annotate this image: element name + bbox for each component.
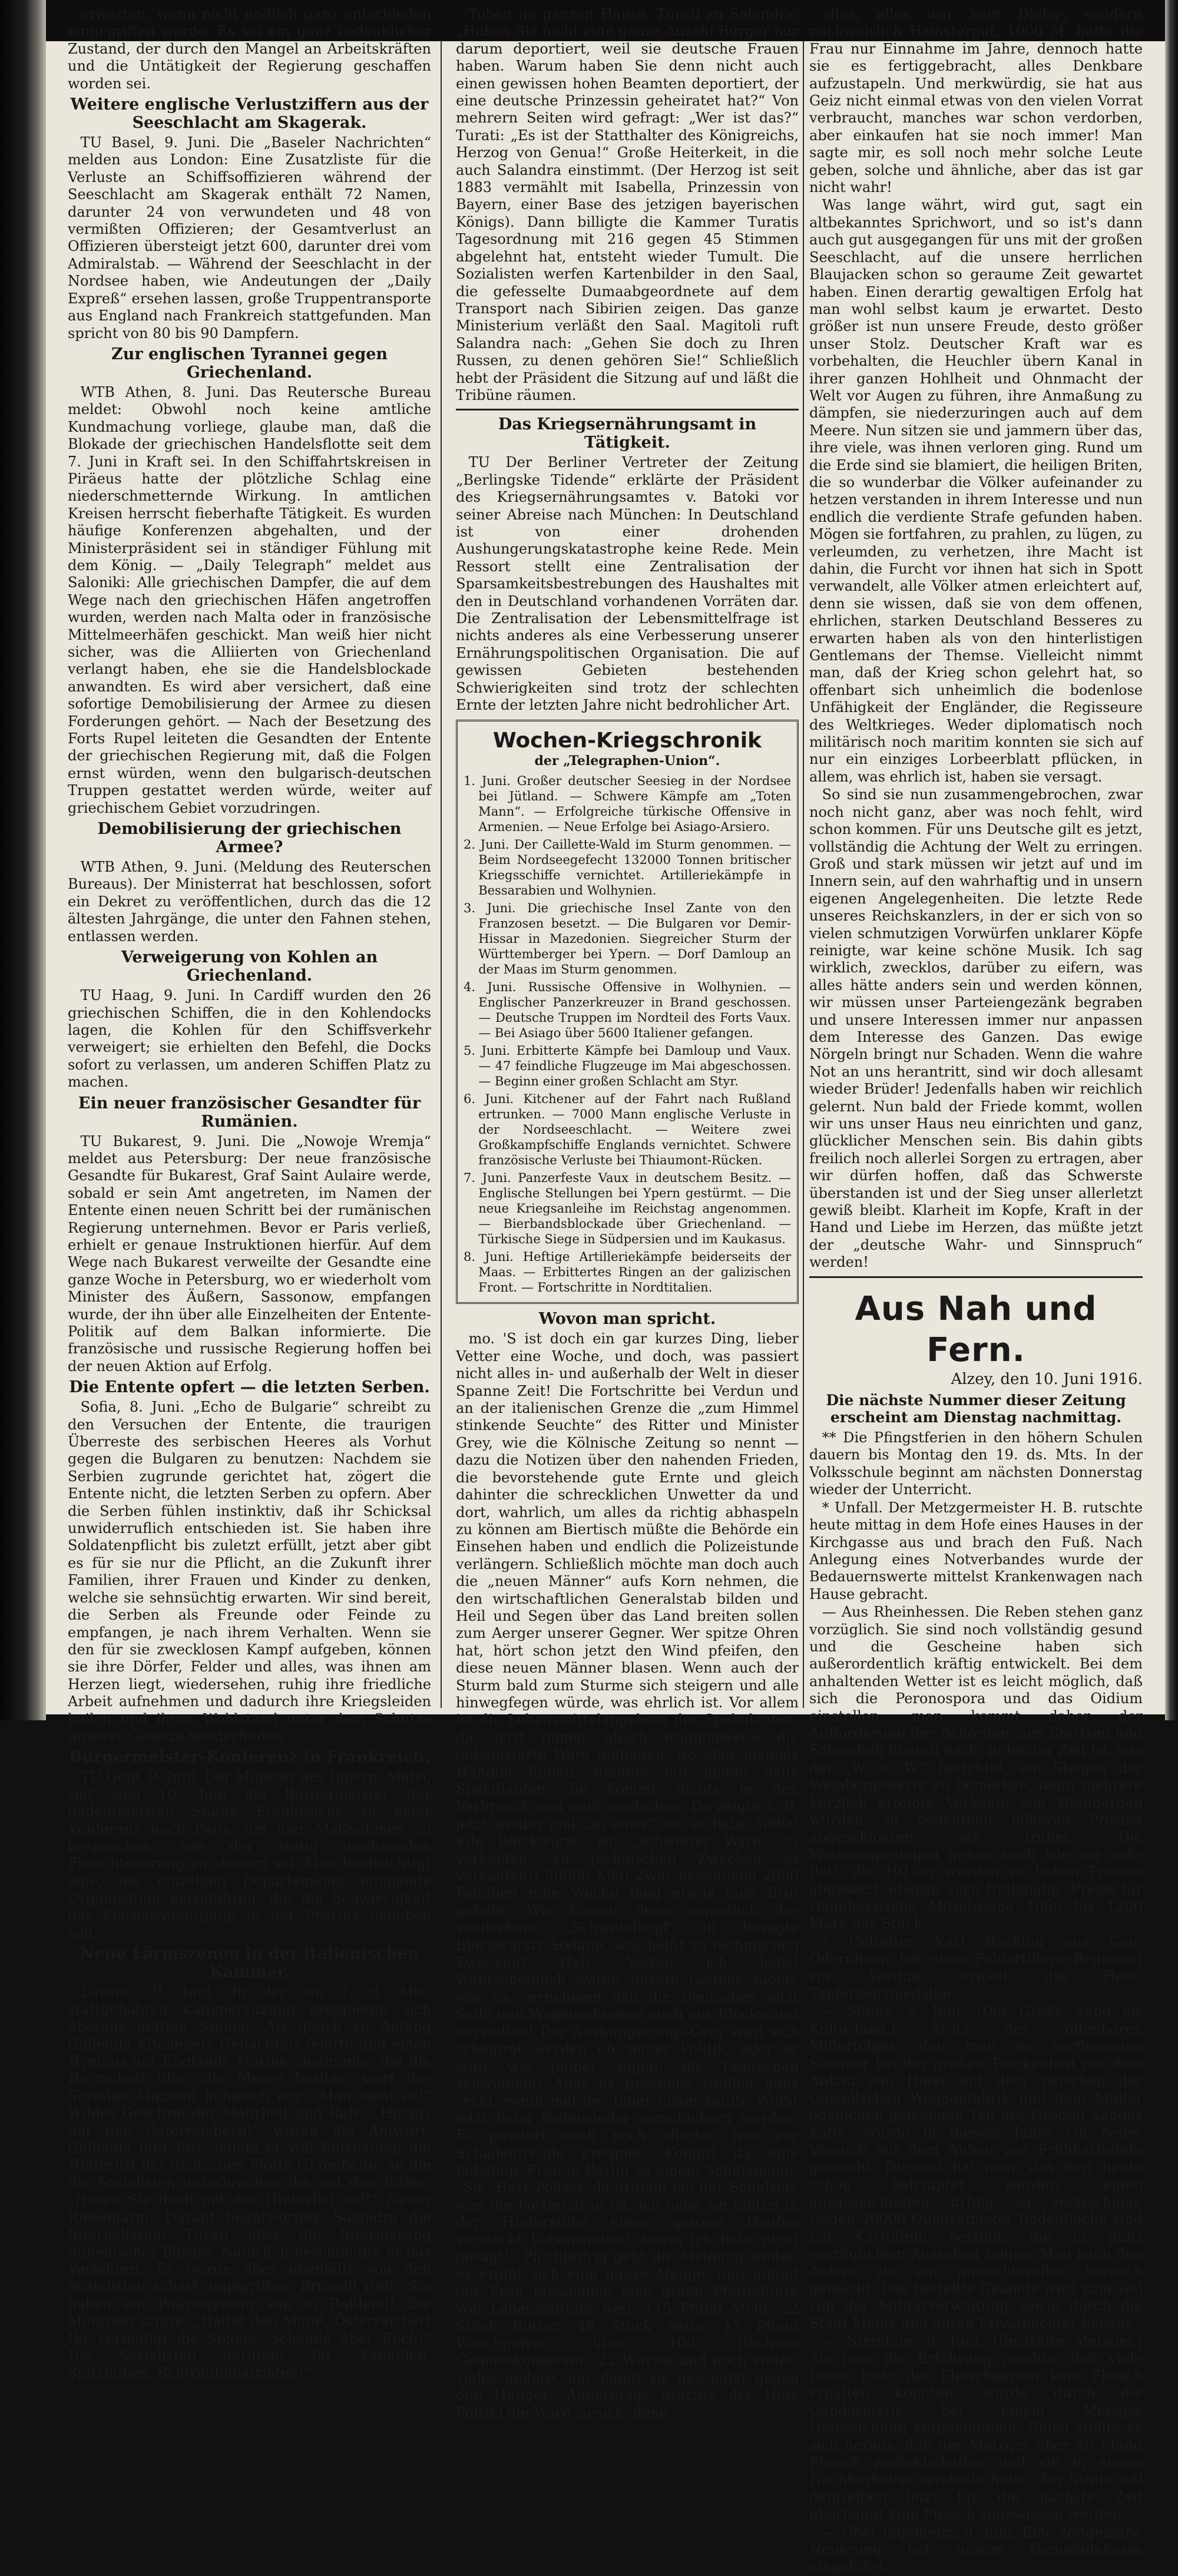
section-title: Aus Nah und Fern. [855,1289,1097,1369]
war-chronicle-box [456,720,799,1304]
article-headline: Weitere englische Verlustziffern aus der Seeschlacht am Skagerak. [70,95,429,133]
article-continuation: Toben im ganzen Hause. Turati zu Salandra: „Haben Sie nicht eine ganze Anzahl Bürger nur darum deportiert, weil sie deutsche Frauen haben. Warum haben Sie denn nicht auch einen gewissen hohen Beamten deportiert, der eine deutsche Prinzessin geheiratet hat?“ Von mehrern Seiten wird gefragt: „Wer ist das?“ Turati: „Es ist der Statthalter des Königreichs, Herzog von Genua!“ Große Heiterkeit, in die auch Salandra einstimmt. (Der Herzog ist seit 1883 vermählt mit Isabella, Prinzessin von Bayern, einer Base des jetzigen bayerischen Königs). Dann billigte die Kammer Turatis Tagesordnung mit 216 gegen 45 Stimmen abgelehnt hat, entsteht wieder Tumult. Die Sozialisten werfen Kartenbilder in den Saal, die gefesselte Dumaabgeordnete auf dem Transport nach Sibirien zeigen. Das ganze Ministerium verläßt den Saal. Magitoli ruft Salandra nach: „Gehen Sie doch zu Ihren Russen, zu denen gehören Sie!“ Schließlich hebt der Präsident die Sitzung auf und läßt die Tribüne räumen. [456,6,799,403]
article-body: TU Der Berliner Vertreter der Zeitung „Berlingske Tidende“ erklärte der Präsident des Kriegsernährungsamtes v. Batoki vor seiner Abreise nach München: In Deutschland ist von einer drohenden Aushungerungskatastrophe keine Rede. Mein Ressort stellt eine Zentralisation der Sparsamkeitsbestrebungen des Haushaltes mit den in Deutschland vorhandenen Vorräten dar. Die Zentralisation der Lebensmittelfrage ist nichts anderes als eine Verbesserung unserer Ernährungspolitischen Organisation. Die auf gewissen Gebieten bestehenden Schwierigkeiten sind trotz der schlechten Ernte der letzten Jahre nicht bedrohlicher Art. [456,454,799,714]
chronicle-entry: 2. Juni. Der Caillette-Wald im Sturm genommen. — Beim Nordseegefecht 132000 Tonnen britischer Kriegsschiffe vernichtet. Artilleriekämpfe in Bessarabien und Wolhynien. [464,837,791,898]
chronicle-entry: 6. Juni. Kitchener auf der Fahrt nach Rußland ertrunken. — 7000 Mann englische Verluste in der Nordseeschlacht. — Weitere zwei Großkampfschiffe Englands vernichtet. Schwere französische Verluste bei Thiaumont-Rücken. [464,1092,791,1168]
chronicle-entry: 3. Juni. Die griechische Insel Zante von den Franzosen besetzt. — Die Bulgaren vor Demir-Hissar in Mazedonien. Siegreicher Sturm der Württemberger bei Ypern. — Dorf Damloup an der Maas im Sturm genommen. [464,901,791,977]
article-body: TU Basel, 9. Juni. Die „Baseler Nachrichten“ melden aus London: Eine Zusatzliste für die Verluste an Schiffsoffizieren während der Seeschlacht am Skagerak enthält 72 Namen, darunter 24 von verwundeten und 48 von vermißten Offizieren; der Gesamtverlust an Offizieren übersteigt jetzt 600, darunter drei vom Admiralstab. — Während der Seeschlacht in der Nordsee haben, wie Andeutungen der „Daily Expreß“ ersehen lassen, große Truppentransporte aus England nach Frankreich stattgefunden. Man spricht von 80 bis 90 Dampfern. [68,134,431,342]
article-headline: Neue Lärmszenen in der italienischen Kammer. [80,1945,419,1982]
separator [809,1276,1143,1278]
article-continuation: erwarten, wenn nicht endlich ganz entschieden eingegriffen werde. Es sei ein ganz bedenklicher Zustand, der durch den Mangel an Arbeitskräften und die Untätigkeit der Regierung geschaffen worden sei. [68,6,431,92]
article-body: So sind sie nun zusammengebrochen, zwar noch nicht ganz, aber was noch fehlt, wird schon kommen. Für uns Deutsche gilt es jetzt, vollständig die Achtung der Welt zu erringen. Groß und stark müssen wir jetzt auf und im Innern sein, auf den wahrhaftig und in unsern eigenen Angelegenheiten. Die letzte Rede unseres Reichskanzlers, in der er sich von so vielen schmutzigen Vorwürfen unklarer Köpfe reinigte, war keine schöne Musik. Ich sag wirklich, zwecklos, darüber zu eifern, was alles hätte anders sein und werden können, wir müssen unser Parteiengezänk begraben und unsere Interessen immer nur anpassen dem Interesse des Ganzen. Das ewige Nörgeln bringt nur Schaden. Wenn die wahre Not an uns herantritt, sind wir doch allesamt wieder Brüder! Jedenfalls haben wir reichlich gelernt. Nun bald der Friede kommt, wollen wir uns unser Haus neu einrichten und ganz, glücklicher Menschen sein. Bis dahin gibts freilich noch allerlei Sorgen zu ertragen, aber wir dürfen hoffen, daß das Schwerste überstanden ist und der Sieg unser allerletzt gewiß bleibt. Klarheit im Kopfe, Kraft in der Hand und Liebe im Herzen, das müßte jetzt der „deutsche Wahr- und Sinnspruch“ werden! [809,786,1143,1271]
book-spine [0,0,46,1720]
article-body: TU Haag, 9. Juni. In Cardiff wurden den 26 griechischen Schiffen, die in den Kohlendocks lagen, die Kohlen für den Schiffsverkehr verweigert; sie erhielten den Befehl, die Docks sofort zu verlassen, um anderen Schiffen Platz zu machen. [68,987,431,1091]
local-news-item: ** Die Pfingstferien in den höhern Schulen dauern bis Montag den 19. ds. Mts. In der Volksschule beginnt am nächsten Donnerstag wieder der Unterricht. [809,1429,1143,1498]
article-body: TU Genf, 9. Juni. Der Minister des Innern, Malvi, rief zum 10. Juni die Bürgermeister der bedeutendsten Städte Frankreichs zu einer Konferenz nach Paris, um hier Maßnahmen zu besprechen, wie der stetig wachsenden Fleischteuerung zu steuern sei. Man beabsichtigt eine, die einzelnen Departements einigende Organisation einzuführen, die die Schwierigkeit der Fleischversorgung in der Provinz beheben soll. [68,1769,431,1941]
column-middle [456,6,799,2421]
chronicle-entry: 1. Juni. Großer deutscher Seesieg in der Nordsee bei Jütland. — Schwere Kämpfe am „Toten Mann“. — Erfolgreiche türkische Offensive in Armenien. — Neue Erfolge bei Asiago-Arsiero. [464,774,791,835]
article-headline: Bürgermeister-Konferenz in Frankreich. [68,1748,431,1767]
separator [456,409,799,410]
article-body: Sofia, 8. Juni. „Echo de Bulgarie“ schreibt zu den Versuchen der Entente, die traurigen Überreste des serbischen Heeres als Vorhut gegen die Bulgaren zu benutzen: Nachdem sie Serbien zugrunde gerichtet hat, zögert die Entente nicht, die letzten Serben zu opfern. Aber die Serben fühlen instinktiv, daß ihr Schicksal unwiderruflich entschieden ist. Sie haben ihre Soldatenpflicht bis zuletzt erfüllt, jetzt aber gibt es für sie nur die Pflicht, an die Zukunft ihrer Familien, ihrer Frauen und Kinder zu denken, welche sie sehnsüchtig erwarten. Wir sind bereit, die Serben als Freunde oder Feinde zu empfangen, je nach ihrem Verhalten. Wenn sie den für sie zwecklosen Kampf aufgeben, können sie ihre Dörfer, Felder und alles, was ihnen am Herzen liegt, wiedersehen, ruhig ihre friedliche Arbeit aufnehmen und dadurch ihre Kriegsleiden heilen und ihren Wohlstand unter dem Schutze unserer Gesetze wiederfinden. [68,1399,431,1744]
article-headline: Demobilisierung der griechischen Armee? [97,820,402,857]
local-news-item: * Gefreiter Karl Bücking aus Gau-Odernheim, bei einem Feldartillerie-Regiment vor Verdun, erhielt die Hess. Tapferkeitsmedaille. [809,1933,1143,2002]
article-headline: Wovon man spricht. [538,1310,716,1329]
local-news-item: — Ober-Ingelheim, 9. Juni. Eine zeitgemäße Neuerung hat unsere Gemeindekasse eingeführt. [809,2524,1143,2575]
article-headline: Die Entente opfert — die letzten Serben. [69,1378,430,1397]
dateline: Alzey, den 10. Juni 1916. [951,1370,1143,1388]
article-continuation: alles, alles war kein Diebs-, sondern nachweislich Hamstergut. 1000 M. hatte die Frau nur Einnahme im Jahre, dennoch hatte sie es fertiggebracht, alles Denkbare aufzustapeln. Und merkwürdig, sie hat aus Geiz nicht einmal etwas von den vielen Vorrat verbraucht, manches war schon verdorben, aber einkaufen hat sie noch immer! Man sagte mir, es soll noch mehr solche Leute geben, solche und ähnliche, aber das ist gar nicht wahr! [809,6,1143,196]
article-body: Luzano, 9. Juni. In der am 7. d. Mts. stattgehabten Kammersitzung ereigneten sich überaus heftige Szenen. Als gleich zu Anfang Gallenga Kitcheners Gedächtnis feierte und einen Hymnus auf Englands Marine anstimmte, die die Herrschaft über die Meere besitze, warf der Sozialist Mazzoni höhnisch ein: „Man sieht es!“ Wildes Geschrei der Mehrheit und Rufe: „Hinaus mit den Österreichern!“ waren die Antwort. Gallenga fuhr fort, indem er voll Entrüstung die Hinterlist der deutschen Flotte (!) geißelte, an die die Sozialisten unterbrachen ihn mit den Rufen: „Hören Sie doch mit der Hinterlist auf!“ Neuer Riesenlärm. Darauf beantwortete Salandra die Interpellation Turati über die Internierung italienischer Bürger. Natürlich beschönigte er das Verfahren. Er wurde aber ebenfalls von den Sozialisten scharf angegriffen. Brunelli rief: „Sie haben ein Polizeisystem wie in Rußland! Die Mehrheit schrie: „Haltet den Mund, Österreicher! Ihr verteidigt die Spione, Schande über Euch!“ Die Sozialisten gerufen! Ihr Kanaillen, Spitzbuben, Schwindelpatrioten!“ [68,1984,431,2382]
chronicle-subtitle: der „Telegraphen-Union“. [534,753,720,769]
article-body: WTB Athen, 9. Juni. (Meldung des Reuterschen Bureaus). Der Ministerrat hat beschlossen, sofort ein Dekret zu veröffentlichen, durch das die 12 ältesten Jahrgänge, die unter den Fahnen stehen, entlassen werden. [68,859,431,945]
local-news-item: — Aus Rheinhessen. Die Reben stehen ganz vorzüglich. Sie sind noch vollständig gesund und die Gescheine haben sich außerordentlich kräftig entwickelt. Bei dem anhaltenden Wetter ist es leicht möglich, daß sich die Peronospora und das Oidium einstellen, man kommt daher der Aufforderung der Behörden zum Spritzen und Schwefeln überall nach. In letzter Zeit ist, wie der „W. u. W.“ berichtet, ein Steigen der Weinbergswerte zu bemerken, denn mehrere kürzlich erfolgte Verkäufe von Weinbergen wurden zu bedeutend höheren Preisen abgeschlossen als früher. Die Weinsteigerungen gehen nach wie vor sehr flott, die 1915er wurden zu hohen Preisen abgesetzt, ebenso auch freihändig. Preise für rheinhessische Mittelweine 1000 bis 1200 Mark das Stück. [809,1604,1143,1932]
article-headline: Verweigerung von Kohlen an Griechenland. [121,948,378,985]
chronicle-entry: 8. Juni. Heftige Artilleriekämpfe beiderseits der Maas. — Erbittertes Ringen an der galizischen Front. — Fortschritte in Nordtitalien. [464,1250,791,1295]
local-news-item: * Unfall. Der Metzgermeister H. B. rutschte heute mittag in dem Hofe eines Hauses in der Kirchgasse aus und brach den Fuß. Nach Anlegung eines Notverbandes wurde der Bedauernswerte mittelst Krankenwagen nach Hause gebracht. [809,1499,1143,1602]
chronicle-entry: 7. Juni. Panzerfeste Vaux in deutschem Besitz. — Englische Stellungen bei Ypern gestürmt. — Die neue Kriegsanleihe im Reichstag angenommen. — Bierbandsblockade über Griechenland. — Türkische Siege in Südpersien und im Kaukasus. [464,1171,791,1247]
publication-notice: Die nächste Nummer dieser Zeitung erscheint am Dienstag nachmittag. [826,1392,1126,1426]
article-headline: Ein neuer französischer Gesandter für Rumänien. [78,1094,421,1131]
chronicle-entry: 5. Juni. Erbitterte Kämpfe bei Damloup und Vaux. — 47 feindliche Flugzeuge im Mai abgeschossen. — Beginn einer großen Schlacht am Styr. [464,1044,791,1089]
local-news-item: — Mainz, 9. Juni. (Der Große Sand als Kulturland.) Trotz des offenbaren Mißerfolges, den man im verflossenen Sommer bei der großen Trockenheit mit dem Anbau von Hafer auf dem zwischen der Gastellschen Waggonfabrik und dem Müller odeldchen gelegenen Teil des Großen Sandes hatte, wurde in diesem Jahre ein neuer Versuch mit dem Anbau von Frühkartoffeln gemacht. Diesmal hat man, das darf heute schon behauptet werden, einen ausgezeichneten Erfolg zu verzeichnen. Gegen 20000 Quadratmeter Bodenfläche sind mit Kartoffeln bestellt, die in ganz vorzüglichem Aussehen zeigen. Man kann den Anbau als ein aussichtsvoller Versuch gemacht. Das bestellte Gelände wird zum Teil von der Militärverwaltung sowie durch die Stadt Mainz und durch Privatpächter bebaut. [809,2003,1143,2332]
article-body: WTB Athen, 8. Juni. Das Reutersche Bureau meldet: Obwohl noch keine amtliche Kundmachung vorliege, glaube man, daß die Blokade der griechischen Handelsflotte seit dem 7. Juni in Kraft sei. In den Schiffahrtskreisen in Piräeus hatte der plötzliche Schlag eine niederschmetternde Wirkung. In amtlichen Kreisen herrscht fieberhafte Tätigkeit. Es wurden häufige Konferenzen abgehalten, und der Ministerpräsident sei in ständiger Fühlung mit dem König. — „Daily Telegraph“ meldet aus Saloniki: Alle griechischen Dampfer, die auf dem Wege nach den griechischen Häfen angetroffen wurden, werden nach Malta oder in französische Mittelmeerhäfen geschickt. Man weiß hier nicht sicher, was die Alliierten von Griechenland verlangt haben, ehe sie die Handelsblockade anwandten. Es wird aber versichert, daß eine sofortige Demobilisierung der Armee zu diesen Forderungen gehört. — Nach der Besetzung des Forts Rupel leiteten die Gesandten der Entente der griechischen Regierung mit, daß die Folgen ernst würden, wenn den bulgarisch-deutschen Truppen gestattet werden würde, weiter auf griechischem Gebiet vorzudringen. [68,383,431,816]
chronicle-title: Wochen-Kriegschronik [492,729,762,753]
article-body: mo. 'S ist doch ein gar kurzes Ding, lieber Vetter eine Woche, und doch, was passiert nicht alles in- und außerhalb der Welt in dieser Spanne Zeit! Die Fortschritte bei Verdun und an der italienischen Grenze die „zum Himmel stinkende Seuchte“ des Ritter und Minister Grey, wie die Kölnische Zeitung so nennt — dazu die Notizen über den nahenden Frieden, die bevorstehende gute Ernte und gleich dahinter die schrecklichen Unwetter da und dort, wahrlich, um alles da richtig abhaspeln zu können am Biertisch müßte die Behörde ein Einsehen haben und endlich die Polizeistunde verlängern. Schließlich möchte man doch auch die „neuen Männer“ aufs Korn nehmen, die den wirtschaftlichen Generalstab bilden und Heil und Segen über das Land breiten sollen zum Aerger unserer Gegner. Wer spitze Ohren hat, hört schon jetzt den Wind pfeifen, den diese neuen Männer blasen. Wenn auch der Sturm bald zum Sturme sich steigern und alle hinwegfegen würde, was ehrlich ist. Vor allem ist die Lebensmittelangebote der Spekulanten, die jetzt immer gleich waggonweise die gehamsterte Ware feilbieten, wo aber niemals Händler finden, sondern nur immer neue Spekulanten. So kommt nichts in den Verbrauch und muß verderben. Da zeigte z. B. jetzt wieder mal „so einer“ an, er habe 50000 Kilo Blockwurst, wo „schweizer Ware“ zu verkaufen, zu technischen Zwecken zu verkaufen!! 50000 Kilo! Zwar bekommen 2000 Familien eine Woche lang etwas aufs Brot gehabt. Wie kommt denn eigentlich der sonderbare „Schwefelkopf“ in besagte Blockwurst? Sodann, was heißt zu technischen Zwecken? Halt, Vetter, ich habs! Wahrscheinlich waren unsere Gegner sagen, wie sie vernehmen daß die Deutschen jetzt Seife und Wagenschmiere auch aus Blockwurst herstellen! Der Aushungerungs-Grey wird sich schamrot werden ob seiner Politik, oder er wird wie immer sagen: die Deutschen schwindeln! Aber es geschehs freilich ganz recht, wenn mal der teuer einge kaufte Wurst jetzt beim Seifensieder verschickern werden. Es passiert auch noch allerlei, was zur Schadenfreude ereignet. Kommt da eine behäbige Frau in Berlin zu einem Schutzmann: „Sie, Herr Polizei, da drüben bei der Schulzen, was die Portiersfrau ist, ich habe sie hinten in der Hinterstube einen ganzen Haufen versteckt Lebensmittel! Auwei ich habs nicht gesagt!“ Pflichteifrig geht die Meldung weiter, es ergibt sich eine ganze Menge, und nimmt der Frau tatsächlich eine große Pferdefuhre von Lebensmitteln weg: 115 Pfund Mehl, 22 Stück Butter, 48 Stück Seife, 17 Pfund Waschpulver, über 100 Büchsen Gemüsekonserven, 22 Würste und noch vieles, vieles andere, nur damit sie geschützt gegen den Hunger! Anderntags brachte der Herr Polizei die Ware zurück, denn [456,1330,799,2421]
article-body: TU Bukarest, 9. Juni. Die „Nowoje Wremja“ meldet aus Petersburg: Der neue französische Gesandte für Bukarest, Graf Saint Aulaire werde, sobald er sein Amt angetreten, im Namen der Entente einen neuen Schritt bei der rumänischen Regierung unternehmen. Bevor er Paris verließ, erhielt er genaue Instruktionen hierfür. Auf dem Wege nach Bukarest verweilte der Gesandte eine ganze Woche in Petersburg, wo er wiederholt vom Minister des Äußern, Sassonow, empfangen wurde, der ihn über alle Einzelheiten der Entente-Politik auf dem Balkan informierte. Die französische und russische Regierung hoffen bei der neuen Aktion auf Erfolg. [68,1133,431,1375]
article-headline: Zur englischen Tyrannei gegen Griechenland. [111,345,388,382]
column-left [68,6,431,2382]
column-rule [803,41,804,1708]
article-body: Was lange währt, wird gut, sagt ein altbekanntes Sprichwort, und so ist's dann auch gut ausgegangen für uns mit der großen Seeschlacht, auf die unsere herrlichen Blaujacken schon so geraume Zeit gewartet haben. Einen derartig gewaltigen Erfolg hat man wohl selbst kaum je erwartet. Desto größer ist nun unsere Freude, desto größer unser Stolz. Deutscher Kraft war es vorbehalten, die Heuchler übern Kanal in ihrer ganzen Hohlheit und Ohnmacht der Welt vor Augen zu führen, ihre Anmaßung zu dämpfen, sie niederzuringen auch auf dem Meere. Nun sitzen sie und jammern über das, ihre viele, was ihnen verloren ging. Rund um die Erde sind sie blamiert, die heiligen Briten, die so wunderbar die Völker aufeinander zu hetzen verstanden in ihrem Interesse und nun endlich die verdiente Strafe gefunden haben. Mögen sie fortfahren, zu prahlen, zu lügen, zu verleumden, zu verhetzen, ihre Macht ist dahin, die Furcht vor ihnen hat sich in Spott verwandelt, alle Völker atmen erleichtert auf, denn sie wissen, daß sie von dem offenen, ehrlichen, starken Deutschland Besseres zu erwarten haben als von den hinterlistigen Gentlemans der Themse. Vielleicht nimmt man, daß der Krieg schon gelehrt hat, so offenbart sich unheimlich die bodenlose Unfähigkeit der Engländer, die Regisseure des Weltkrieges. Weder diplomatisch noch militärisch noch maritim konnten sie sich auf nur ein einziges Lorbeerblatt pflücken, in allem, was ehrlich ist, haben sie versagt. [809,197,1143,785]
column-right [809,6,1143,2575]
column-rule [441,41,442,1708]
chronicle-entry: 4. Juni. Russische Offensive in Wolhynien. — Englischer Panzerkreuzer in Brand geschossen. — Deutsche Truppen im Nordteil des Forts Vaux. — Bei Asiago über 5600 Italiener gefangen. [464,980,791,1041]
page-edge [1165,0,1178,1720]
local-news-item: — Nierstein, 8. Juni. (Bestrafte Metzger.) Als man die Erfahrung machte, daß viele Leute trotz der Fleischkarten kein Fleisch erhalten konnten, wurde durch die Gendarmerie bei einem Metzger Haussuchung vorgenommen. Dabei stellte es sich heraus, daß der Metzger über 40 Pfund Fleisch zurückbehalten und sie in einem Nachbarhause versteckt hatte. Zur Strafe soll demselben jetzt für die nächste Zeit überhaupt kein Fleisch zugewiesen werden. [809,2333,1143,2523]
article-headline: Das Kriegsernährungsamt in Tätigkeit. [498,415,757,452]
